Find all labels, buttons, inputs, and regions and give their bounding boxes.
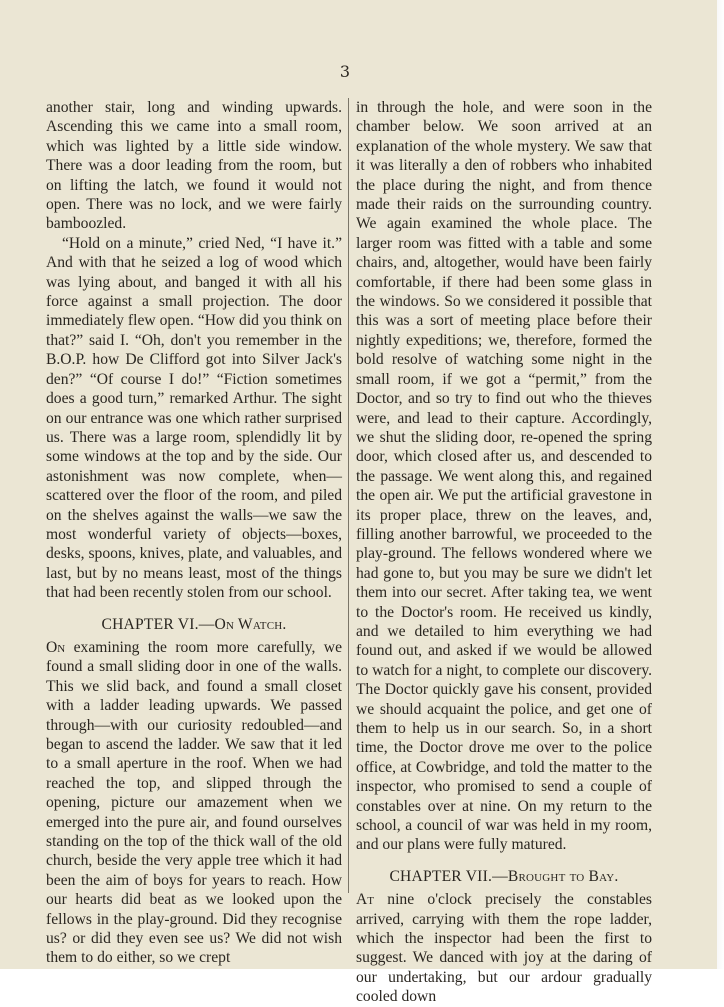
- scan-margin: [717, 0, 724, 969]
- paragraph: in through the hole, and were soon in the chamber below. We soon arrived at an explanation of the whole mystery. We saw that it was literally a den of robbers who inhabited the place during the night, and from thence made their raids on the surrounding country. We again examined the whole place. The larger room was fitted with a table and some chairs, and, altogether, would have been fairly comfortable, if there had been some glass in the windows. So we considered it possible that this was a sort of meeting place before their nightly expeditions; we, therefore, formed the bold resolve of watching some night in the small room, if we got a “permit,” from the Doctor, and so try to find out who the thieves were, and lead to their capture. Accordingly, we shut the sliding door, re-opened the spring door, which closed after us, and descended to the passage. We went along this, and regained the open air. We put the artificial gravestone in its proper place, threw on the leaves, and, filling another barrowful, we proceeded to the play-ground. The fellows wondered where we had gone to, but you may be sure we didn't let them into our secret. After taking tea, we went to the Doctor's room. He received us kindly, and we detailed to him everything we had found out, and asked if we would be allowed to watch for a night, to complete our discovery. The Doctor quickly gave his consent, provided we should acquaint the police, and get one of them to help us in our search. So, in a short time, the Doctor drove me over to the police office, at Cowbridge, and told the matter to the inspector, who promised to send a couple of constables over at nine. On my return to the school, a council of war was held in my room, and our plans were fully matured.: [356, 99, 652, 854]
- chapter-opening-word: On: [46, 638, 66, 656]
- right-column: [356, 98, 652, 1007]
- paragraph: [356, 890, 652, 1006]
- column-divider: [348, 98, 349, 893]
- paragraph: another stair, long and winding upwards. Ascending this we came into a small room, which was lighted by a little side window. There was a door leading from the room, but on lifting the latch, we found it would not open. There was no lock, and we were fairly bamboozled.: [46, 99, 342, 233]
- chapter-text: examining the room more carefully, we found a small sliding door in one of the walls. This we slid back, and found a small closet with a ladder leading upwards. We passed through—with our curiosity redoubled—and began to ascend the ladder. We saw that it led to a small aperture in the roof. When we had reached the top, and slipped through the opening, picture our amazement when we emerged into the pure air, and found ourselves standing on the top of the thick wall of the old church, beside the very apple tree which it had been the aim of boys for years to reach. How our hearts did beat as we looked upon the fellows in the play-ground. Did they recognise us? or did they even see us? We did not wish them to do either, so we crept: [46, 638, 342, 967]
- paragraph: “Hold on a minute,” cried Ned, “I have it.” And with that he seized a log of wood which was lying about, and banged it with all his force against a small projection. The door immediately flew open. “How did you think on that?” said I. “Oh, don't you remember in the B.O.P. how De Clifford got into Silver Jack's den?” “Of course I do!” “Fiction sometimes does a good turn,” remarked Arthur. The sight on our entrance was one which rather surprised us. There was a large room, splendidly lit by some windows at the top and by the side. Our astonishment was now complete, when—scattered over the floor of the room, and piled on the shelves against the walls—we saw the most wonderful variety of objects—boxes, desks, spoons, knives, plate, and valuables, and last, but by no means least, most of the things that had been recently stolen from our school.: [46, 234, 342, 602]
- left-column: [46, 98, 342, 968]
- chapter-heading: CHAPTER VII.—Brought to Bay.: [389, 867, 619, 885]
- chapter-opening-word: At: [356, 891, 374, 909]
- page-number: 3: [339, 62, 351, 81]
- paragraph: [46, 638, 342, 968]
- chapter-text: nine o'clock precisely the constables arrived, carrying with them the rope ladder, which the inspector had been the first to suggest. We danced with joy at the daring of our undertaking, but our ardour gradually cooled down: [356, 891, 652, 1006]
- chapter-heading: CHAPTER VI.—On Watch.: [101, 615, 287, 633]
